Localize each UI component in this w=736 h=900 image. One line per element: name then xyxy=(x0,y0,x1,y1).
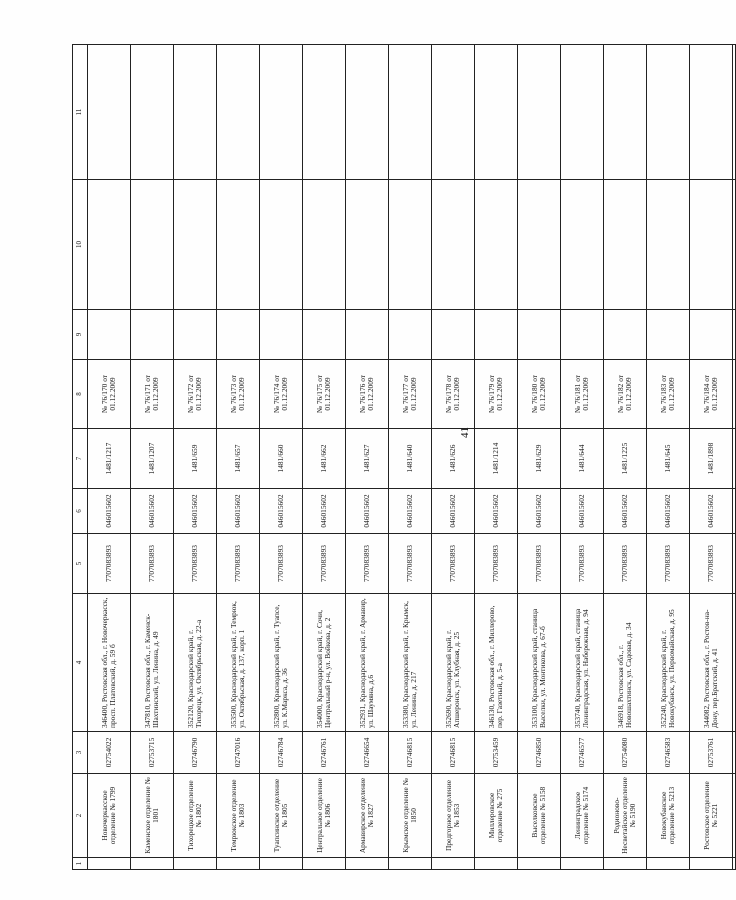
branch-code-cell: 02754022 xyxy=(88,732,131,774)
column-11-cell xyxy=(346,45,389,180)
branch-name-cell: Крымское отделение № 1850 xyxy=(389,774,432,858)
row-number-cell xyxy=(131,858,174,870)
table-row xyxy=(346,45,389,870)
document-number-cell: № 76/174 от 01.12.2009 xyxy=(260,360,303,429)
branch-address-cell: 353100, Краснодарский край, станица Выселки, ул. Монтикова, д. 67-б xyxy=(518,594,561,732)
inn-cell: 7707083893 xyxy=(690,534,733,594)
table-row xyxy=(518,45,561,870)
document-number-cell: № 76/173 от 01.12.2009 xyxy=(217,360,260,429)
column-9-cell xyxy=(303,310,346,360)
row-number-cell xyxy=(690,858,733,870)
column-9-cell xyxy=(690,310,733,360)
column-header: 10 xyxy=(73,180,88,310)
branches-table xyxy=(72,44,736,870)
empty-cell xyxy=(733,45,736,180)
column-11-cell xyxy=(690,45,733,180)
empty-cell xyxy=(733,489,736,534)
table-row xyxy=(561,45,604,870)
column-header: 5 xyxy=(73,534,88,594)
bik-cell: 046015602 xyxy=(303,489,346,534)
column-9-cell xyxy=(217,310,260,360)
column-header: 8 xyxy=(73,360,88,429)
branch-address-cell: 347810, Ростовская обл., г. Каменск-Шахтинский, ул. Ленина, д. 49 xyxy=(131,594,174,732)
row-number-cell xyxy=(389,858,432,870)
inn-cell: 7707083893 xyxy=(604,534,647,594)
column-9-cell xyxy=(432,310,475,360)
branch-name-cell: Родионово-Несветайское отделение № 5190 xyxy=(604,774,647,858)
document-number-cell: № 76/182 от 01.12.2009 xyxy=(604,360,647,429)
document-number-cell: № 76/181 от 01.12.2009 xyxy=(561,360,604,429)
branch-code-cell: 02746577 xyxy=(561,732,604,774)
column-10-cell xyxy=(260,180,303,310)
document-number-cell: № 76/180 от 01.12.2009 xyxy=(518,360,561,429)
page-number: 41 xyxy=(459,427,471,438)
bik-cell: 046015602 xyxy=(389,489,432,534)
bik-cell: 046015602 xyxy=(174,489,217,534)
column-header: 9 xyxy=(73,310,88,360)
row-number-cell xyxy=(346,858,389,870)
branch-address-cell: 354000, Краснодарский край, г. Сочи, Центральный р-н, ул. Войкова, д. 2 xyxy=(303,594,346,732)
column-10-cell xyxy=(217,180,260,310)
branch-address-cell: 352240, Краснодарский край, г. Новокубанск, ул. Первомайская, д. 95 xyxy=(647,594,690,732)
empty-cell xyxy=(733,310,736,360)
branch-name-cell: Туапсинское отделение № 1805 xyxy=(260,774,303,858)
column-9-cell xyxy=(131,310,174,360)
column-header: 2 xyxy=(73,774,88,858)
branch-code-cell: 02746654 xyxy=(346,732,389,774)
column-10-cell xyxy=(432,180,475,310)
registration-number-cell: 1481/640 xyxy=(389,429,432,489)
column-10-cell xyxy=(690,180,733,310)
bik-cell: 046015602 xyxy=(647,489,690,534)
bik-cell: 046015602 xyxy=(475,489,518,534)
branch-name-cell: Выселковское отделение № 5158 xyxy=(518,774,561,858)
table-row xyxy=(475,45,518,870)
column-9-cell xyxy=(475,310,518,360)
inn-cell: 7707083893 xyxy=(260,534,303,594)
column-10-cell xyxy=(346,180,389,310)
row-number-cell xyxy=(561,858,604,870)
document-number-cell: № 76/170 от 01.12.2009 xyxy=(88,360,131,429)
column-11-cell xyxy=(131,45,174,180)
branch-address-cell: 346918, Ростовская обл., г. Новошахтинск, ул. Садовая, д. 34 xyxy=(604,594,647,732)
column-11-cell xyxy=(475,45,518,180)
inn-cell: 7707083893 xyxy=(432,534,475,594)
branch-name-cell: Ростовское отделение № 5221 xyxy=(690,774,733,858)
column-11-cell xyxy=(303,45,346,180)
bik-cell: 046015602 xyxy=(88,489,131,534)
column-9-cell xyxy=(518,310,561,360)
inn-cell: 7707083893 xyxy=(647,534,690,594)
empty-cell xyxy=(733,858,736,870)
registration-number-cell: 1481/644 xyxy=(561,429,604,489)
registration-number-cell: 1481/626 xyxy=(432,429,475,489)
column-header: 11 xyxy=(73,45,88,180)
inn-cell: 7707083893 xyxy=(475,534,518,594)
table-row xyxy=(389,45,432,870)
column-11-cell xyxy=(604,45,647,180)
branch-address-cell: 352800, Краснодарский край, г. Туапсе, ул. К.Маркса, д. 36 xyxy=(260,594,303,732)
inn-cell: 7707083893 xyxy=(174,534,217,594)
bik-cell: 046015602 xyxy=(260,489,303,534)
empty-cell xyxy=(733,180,736,310)
branch-name-cell: Темрюкское отделение № 1803 xyxy=(217,774,260,858)
column-9-cell xyxy=(260,310,303,360)
registration-number-cell: 1481/1898 xyxy=(690,429,733,489)
registration-number-cell: 1481/660 xyxy=(260,429,303,489)
table-row xyxy=(217,45,260,870)
column-11-cell xyxy=(88,45,131,180)
registration-number-cell: 1481/659 xyxy=(174,429,217,489)
table-row xyxy=(131,45,174,870)
document-number-cell: № 76/179 от 01.12.2009 xyxy=(475,360,518,429)
column-11-cell xyxy=(260,45,303,180)
row-number-cell xyxy=(303,858,346,870)
column-header: 1 xyxy=(73,858,88,870)
document-table-frame xyxy=(72,45,719,870)
document-number-cell: № 76/171 от 01.12.2009 xyxy=(131,360,174,429)
table-row xyxy=(303,45,346,870)
column-10-cell xyxy=(518,180,561,310)
bik-cell: 046015602 xyxy=(690,489,733,534)
registration-number-cell: 1481/657 xyxy=(217,429,260,489)
row-number-cell xyxy=(260,858,303,870)
inn-cell: 7707083893 xyxy=(518,534,561,594)
row-number-cell xyxy=(432,858,475,870)
column-10-cell xyxy=(475,180,518,310)
rotated-table-container xyxy=(72,45,719,870)
table-row xyxy=(432,45,475,870)
column-9-cell xyxy=(647,310,690,360)
branch-name-cell: Армавирское отделение № 1827 xyxy=(346,774,389,858)
registration-number-cell: 1481/662 xyxy=(303,429,346,489)
row-number-cell xyxy=(518,858,561,870)
column-header: 6 xyxy=(73,489,88,534)
inn-cell: 7707083893 xyxy=(88,534,131,594)
branch-name-cell: Каменское отделение № 1801 xyxy=(131,774,174,858)
document-number-cell: № 76/175 от 01.12.2009 xyxy=(303,360,346,429)
empty-cell xyxy=(733,360,736,429)
inn-cell: 7707083893 xyxy=(217,534,260,594)
table-row xyxy=(604,45,647,870)
empty-cell xyxy=(733,534,736,594)
registration-number-cell: 1481/629 xyxy=(518,429,561,489)
branch-code-cell: 02746790 xyxy=(174,732,217,774)
registration-number-cell: 1481/645 xyxy=(647,429,690,489)
table-row xyxy=(260,45,303,870)
bik-cell: 046015602 xyxy=(561,489,604,534)
empty-cell xyxy=(733,774,736,858)
branch-code-cell: 02746850 xyxy=(518,732,561,774)
empty-cell xyxy=(733,732,736,774)
registration-number-cell: 1481/627 xyxy=(346,429,389,489)
inn-cell: 7707083893 xyxy=(389,534,432,594)
column-9-cell xyxy=(174,310,217,360)
empty-cell xyxy=(733,429,736,489)
bik-cell: 046015602 xyxy=(604,489,647,534)
column-number-row xyxy=(73,45,88,870)
row-number-cell xyxy=(88,858,131,870)
document-number-cell: № 76/183 от 01.12.2009 xyxy=(647,360,690,429)
branch-name-cell: Предгорное отделение № 1853 xyxy=(432,774,475,858)
bik-cell: 046015602 xyxy=(131,489,174,534)
row-number-cell xyxy=(475,858,518,870)
branch-code-cell: 02746784 xyxy=(260,732,303,774)
column-11-cell xyxy=(217,45,260,180)
branch-name-cell: Новокубанское отделение № 5213 xyxy=(647,774,690,858)
branch-code-cell: 02753715 xyxy=(131,732,174,774)
column-header: 4 xyxy=(73,594,88,732)
branch-name-cell: Миллеровское отделение № 275 xyxy=(475,774,518,858)
document-number-cell: № 76/184 от 01.12.2009 xyxy=(690,360,733,429)
registration-number-cell: 1481/1225 xyxy=(604,429,647,489)
registration-number-cell: 1481/1217 xyxy=(88,429,131,489)
branch-address-cell: 353380, Краснодарский край, г. Крымск, ул. Ленина, д. 217 xyxy=(389,594,432,732)
branch-name-cell: Тихорецкое отделение № 1802 xyxy=(174,774,217,858)
inn-cell: 7707083893 xyxy=(346,534,389,594)
branch-name-cell: Ленинградское отделение № 5174 xyxy=(561,774,604,858)
table-body xyxy=(88,45,736,870)
branch-address-cell: 353500, Краснодарский край, г. Темрюк, ул. Октябрьская, д. 137, корп. 1 xyxy=(217,594,260,732)
table-row xyxy=(733,45,736,870)
bik-cell: 046015602 xyxy=(217,489,260,534)
document-number-cell: № 76/178 от 01.12.2009 xyxy=(432,360,475,429)
row-number-cell xyxy=(647,858,690,870)
table-row xyxy=(690,45,733,870)
branch-code-cell: 02753761 xyxy=(690,732,733,774)
branch-code-cell: 02746815 xyxy=(432,732,475,774)
document-number-cell: № 76/176 от 01.12.2009 xyxy=(346,360,389,429)
branch-code-cell: 02746583 xyxy=(647,732,690,774)
column-10-cell xyxy=(389,180,432,310)
bik-cell: 046015602 xyxy=(346,489,389,534)
branch-address-cell: 346130, Ростовская обл., г. Миллерово, пер. Газетный, д. 5-а xyxy=(475,594,518,732)
branch-name-cell: Центральное отделение № 1806 xyxy=(303,774,346,858)
branch-address-cell: 344082, Ростовская обл., г. Ростов-на-Дону, пер.Братский, д. 41 xyxy=(690,594,733,732)
column-11-cell xyxy=(432,45,475,180)
inn-cell: 7707083893 xyxy=(131,534,174,594)
inn-cell: 7707083893 xyxy=(303,534,346,594)
column-10-cell xyxy=(303,180,346,310)
column-11-cell xyxy=(389,45,432,180)
column-10-cell xyxy=(561,180,604,310)
bik-cell: 046015602 xyxy=(432,489,475,534)
column-header: 3 xyxy=(73,732,88,774)
branch-address-cell: 352931, Краснодарский край, г. Армавир, ул. Шаумяна, д.6 xyxy=(346,594,389,732)
row-number-cell xyxy=(174,858,217,870)
branch-name-cell: Новочеркасское отделение № 1799 xyxy=(88,774,131,858)
column-9-cell xyxy=(561,310,604,360)
branch-code-cell: 02746815 xyxy=(389,732,432,774)
document-number-cell: № 76/177 от 01.12.2009 xyxy=(389,360,432,429)
table-row xyxy=(647,45,690,870)
branch-address-cell: 352120, Краснодарский край, г. Тихорецк, ул. Октябрьская, д. 22-а xyxy=(174,594,217,732)
bik-cell: 046015602 xyxy=(518,489,561,534)
empty-cell xyxy=(733,594,736,732)
column-11-cell xyxy=(174,45,217,180)
column-11-cell xyxy=(518,45,561,180)
column-11-cell xyxy=(561,45,604,180)
column-9-cell xyxy=(346,310,389,360)
column-11-cell xyxy=(647,45,690,180)
column-header: 7 xyxy=(73,429,88,489)
inn-cell: 7707083893 xyxy=(561,534,604,594)
document-number-cell: № 76/172 от 01.12.2009 xyxy=(174,360,217,429)
column-10-cell xyxy=(647,180,690,310)
registration-number-cell: 1481/1207 xyxy=(131,429,174,489)
table-row xyxy=(174,45,217,870)
branch-address-cell: 346400, Ростовская обл., г. Новочеркасск, просп. Платовский, д. 59 б xyxy=(88,594,131,732)
branch-code-cell: 02746761 xyxy=(303,732,346,774)
registration-number-cell: 1481/1214 xyxy=(475,429,518,489)
column-10-cell xyxy=(604,180,647,310)
row-number-cell xyxy=(604,858,647,870)
column-9-cell xyxy=(604,310,647,360)
branch-code-cell: 02747016 xyxy=(217,732,260,774)
column-10-cell xyxy=(131,180,174,310)
branch-address-cell: 352690, Краснодарский край, г. Апшеронск, ул. Клубная, д. 25 xyxy=(432,594,475,732)
column-10-cell xyxy=(174,180,217,310)
table-row xyxy=(88,45,131,870)
row-number-cell xyxy=(217,858,260,870)
branch-code-cell: 02753459 xyxy=(475,732,518,774)
column-9-cell xyxy=(389,310,432,360)
branch-code-cell: 02754080 xyxy=(604,732,647,774)
column-9-cell xyxy=(88,310,131,360)
column-10-cell xyxy=(88,180,131,310)
branch-address-cell: 353740, Краснодарский край, станица Ленинградская, ул. Набережная, д. 94 xyxy=(561,594,604,732)
